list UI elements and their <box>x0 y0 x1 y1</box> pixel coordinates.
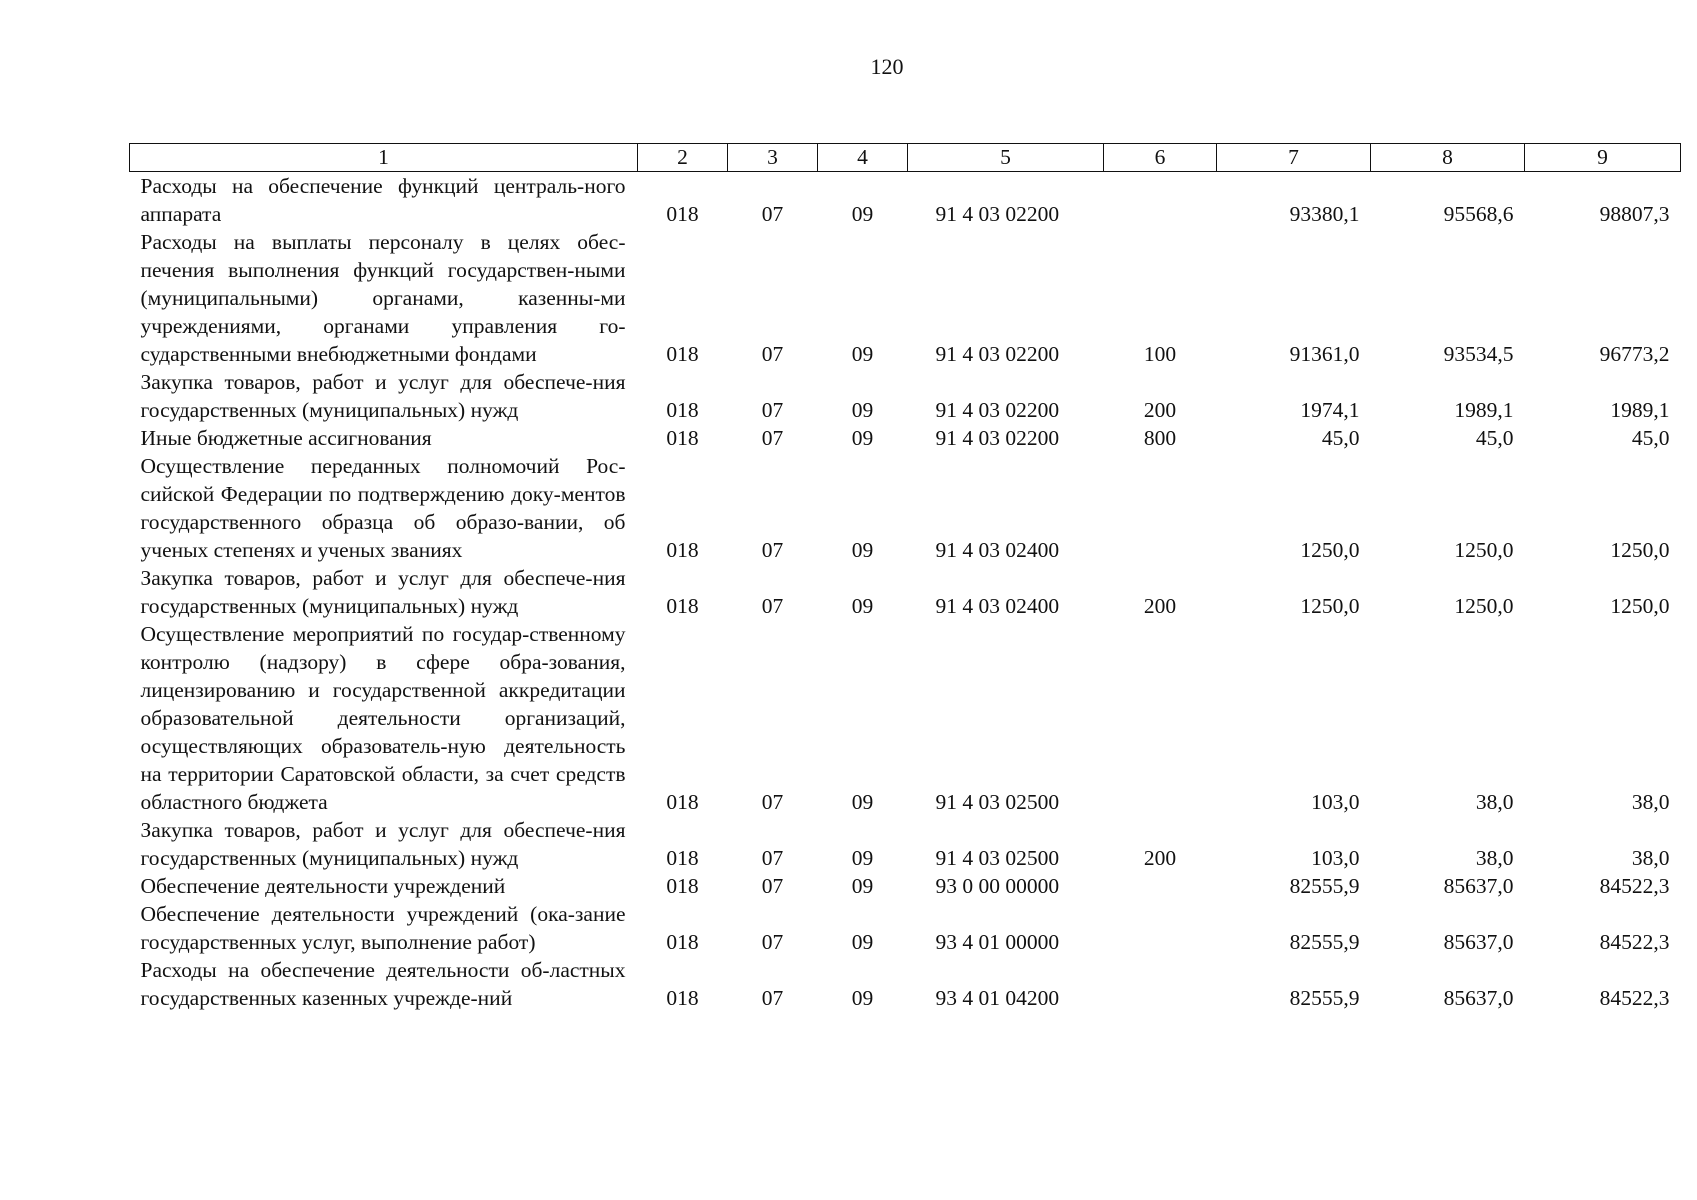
ministry-code: 018 <box>666 202 699 226</box>
amount-col7: 45,0 <box>1321 426 1360 450</box>
expense-name: Осуществление мероприятий по государ-ственному контролю (надзору) в сфере обра-зования, лицензированию и государственной аккредитации образовательной деятельности организаций, осуществляющих образователь-ную деятельность на территории Саратовской области, за счет средств областного бюджета <box>140 622 626 814</box>
target-article-code: 91 4 03 02400 <box>935 594 1060 618</box>
table-row <box>130 424 1681 452</box>
section-code: 07 <box>761 790 784 814</box>
ministry-code: 018 <box>666 986 699 1010</box>
expense-type-code: 200 <box>1143 846 1177 870</box>
amount-col8: 45,0 <box>1475 426 1514 450</box>
section-code: 07 <box>761 874 784 898</box>
target-article-code: 93 0 00 00000 <box>935 874 1060 898</box>
table-row <box>130 900 1681 956</box>
amount-col8: 1989,1 <box>1454 398 1514 422</box>
expense-type-code: 800 <box>1143 426 1177 450</box>
amount-col8: 85637,0 <box>1443 874 1514 898</box>
amount-col9: 84522,3 <box>1599 930 1670 954</box>
column-header: 9 <box>1525 144 1681 172</box>
ministry-code: 018 <box>666 930 699 954</box>
column-header: 5 <box>908 144 1104 172</box>
target-article-code: 93 4 01 04200 <box>935 986 1060 1010</box>
expense-type-code: 100 <box>1143 342 1177 366</box>
table-body <box>130 172 1681 1013</box>
expense-name: Расходы на обеспечение деятельности об-ластных государственных казенных учрежде-ний <box>140 958 626 1010</box>
expense-type-code: 200 <box>1143 594 1177 618</box>
table-row <box>130 620 1681 816</box>
amount-col7: 82555,9 <box>1289 930 1360 954</box>
amount-col8: 38,0 <box>1475 846 1514 870</box>
amount-col7: 1974,1 <box>1300 398 1360 422</box>
column-header: 2 <box>638 144 728 172</box>
expense-type-code: 200 <box>1143 398 1177 422</box>
section-code: 07 <box>761 930 784 954</box>
table-row <box>130 228 1681 368</box>
amount-col7: 93380,1 <box>1289 202 1360 226</box>
table-row <box>130 816 1681 872</box>
section-code: 07 <box>761 594 784 618</box>
ministry-code: 018 <box>666 874 699 898</box>
expense-type-code <box>1104 900 1217 956</box>
expense-type-code <box>1104 872 1217 900</box>
subsection-code: 09 <box>851 790 874 814</box>
expense-type-code <box>1104 452 1217 564</box>
amount-col8: 1250,0 <box>1454 594 1514 618</box>
target-article-code: 91 4 03 02500 <box>935 846 1060 870</box>
table-row <box>130 956 1681 1012</box>
amount-col8: 93534,5 <box>1443 342 1514 366</box>
target-article-code: 91 4 03 02500 <box>935 790 1060 814</box>
section-code: 07 <box>761 342 784 366</box>
subsection-code: 09 <box>851 398 874 422</box>
amount-col8: 1250,0 <box>1454 538 1514 562</box>
amount-col9: 98807,3 <box>1599 202 1670 226</box>
section-code: 07 <box>761 202 784 226</box>
amount-col9: 96773,2 <box>1599 342 1670 366</box>
amount-col9: 1250,0 <box>1610 594 1670 618</box>
expense-type-code <box>1104 172 1217 229</box>
table-row <box>130 872 1681 900</box>
column-header: 3 <box>728 144 818 172</box>
amount-col7: 1250,0 <box>1300 538 1360 562</box>
table-row <box>130 452 1681 564</box>
expense-name: Расходы на выплаты персоналу в целях обес-печения выполнения функций государствен-ными (муниципальными) органами, казенны-ми учреждениями, органами управления го-сударственными внебюджетными фондами <box>140 230 626 366</box>
ministry-code: 018 <box>666 594 699 618</box>
table-row <box>130 172 1681 229</box>
expense-name: Иные бюджетные ассигнования <box>140 426 432 450</box>
ministry-code: 018 <box>666 342 699 366</box>
amount-col7: 82555,9 <box>1289 874 1360 898</box>
subsection-code: 09 <box>851 538 874 562</box>
amount-col7: 1250,0 <box>1300 594 1360 618</box>
amount-col9: 84522,3 <box>1599 874 1670 898</box>
expense-name: Закупка товаров, работ и услуг для обеспече-ния государственных (муниципальных) нужд <box>140 818 626 870</box>
table-row <box>130 368 1681 424</box>
target-article-code: 91 4 03 02200 <box>935 342 1060 366</box>
subsection-code: 09 <box>851 202 874 226</box>
amount-col7: 91361,0 <box>1289 342 1360 366</box>
target-article-code: 93 4 01 00000 <box>935 930 1060 954</box>
amount-col7: 103,0 <box>1311 846 1360 870</box>
section-code: 07 <box>761 846 784 870</box>
table-header <box>130 144 1681 172</box>
expense-name: Осуществление переданных полномочий Рос-сийской Федерации по подтверждению доку-ментов государственного образца об образо-вании, об ученых степенях и ученых званиях <box>140 454 626 562</box>
subsection-code: 09 <box>851 846 874 870</box>
amount-col8: 95568,6 <box>1443 202 1514 226</box>
ministry-code: 018 <box>666 790 699 814</box>
amount-col9: 38,0 <box>1631 846 1670 870</box>
ministry-code: 018 <box>666 846 699 870</box>
amount-col9: 1250,0 <box>1610 538 1670 562</box>
amount-col8: 38,0 <box>1475 790 1514 814</box>
subsection-code: 09 <box>851 594 874 618</box>
amount-col8: 85637,0 <box>1443 986 1514 1010</box>
subsection-code: 09 <box>851 986 874 1010</box>
ministry-code: 018 <box>666 538 699 562</box>
subsection-code: 09 <box>851 874 874 898</box>
expense-name: Обеспечение деятельности учреждений <box>140 874 506 898</box>
ministry-code: 018 <box>666 426 699 450</box>
column-header: 1 <box>130 144 638 172</box>
target-article-code: 91 4 03 02400 <box>935 538 1060 562</box>
amount-col7: 103,0 <box>1311 790 1360 814</box>
expense-type-code <box>1104 956 1217 1012</box>
amount-col7: 82555,9 <box>1289 986 1360 1010</box>
ministry-code: 018 <box>666 398 699 422</box>
column-header: 6 <box>1104 144 1217 172</box>
amount-col9: 84522,3 <box>1599 986 1670 1010</box>
section-code: 07 <box>761 538 784 562</box>
target-article-code: 91 4 03 02200 <box>935 398 1060 422</box>
page-number: 120 <box>870 54 904 79</box>
amount-col9: 1989,1 <box>1610 398 1670 422</box>
header-row <box>130 144 1681 172</box>
budget-table <box>129 143 1681 1012</box>
expense-type-code <box>1104 620 1217 816</box>
subsection-code: 09 <box>851 342 874 366</box>
subsection-code: 09 <box>851 426 874 450</box>
target-article-code: 91 4 03 02200 <box>935 202 1060 226</box>
expense-name: Закупка товаров, работ и услуг для обеспече-ния государственных (муниципальных) нужд <box>140 566 626 618</box>
subsection-code: 09 <box>851 930 874 954</box>
amount-col9: 38,0 <box>1631 790 1670 814</box>
section-code: 07 <box>761 986 784 1010</box>
target-article-code: 91 4 03 02200 <box>935 426 1060 450</box>
section-code: 07 <box>761 426 784 450</box>
amount-col8: 85637,0 <box>1443 930 1514 954</box>
expense-name: Закупка товаров, работ и услуг для обеспече-ния государственных (муниципальных) нужд <box>140 370 626 422</box>
column-header: 4 <box>818 144 908 172</box>
column-header: 7 <box>1217 144 1371 172</box>
amount-col9: 45,0 <box>1631 426 1670 450</box>
expense-name: Обеспечение деятельности учреждений (ока-зание государственных услуг, выполнение работ) <box>140 902 626 954</box>
table-row <box>130 564 1681 620</box>
section-code: 07 <box>761 398 784 422</box>
expense-name: Расходы на обеспечение функций централь-ного аппарата <box>140 174 626 226</box>
column-header: 8 <box>1371 144 1525 172</box>
